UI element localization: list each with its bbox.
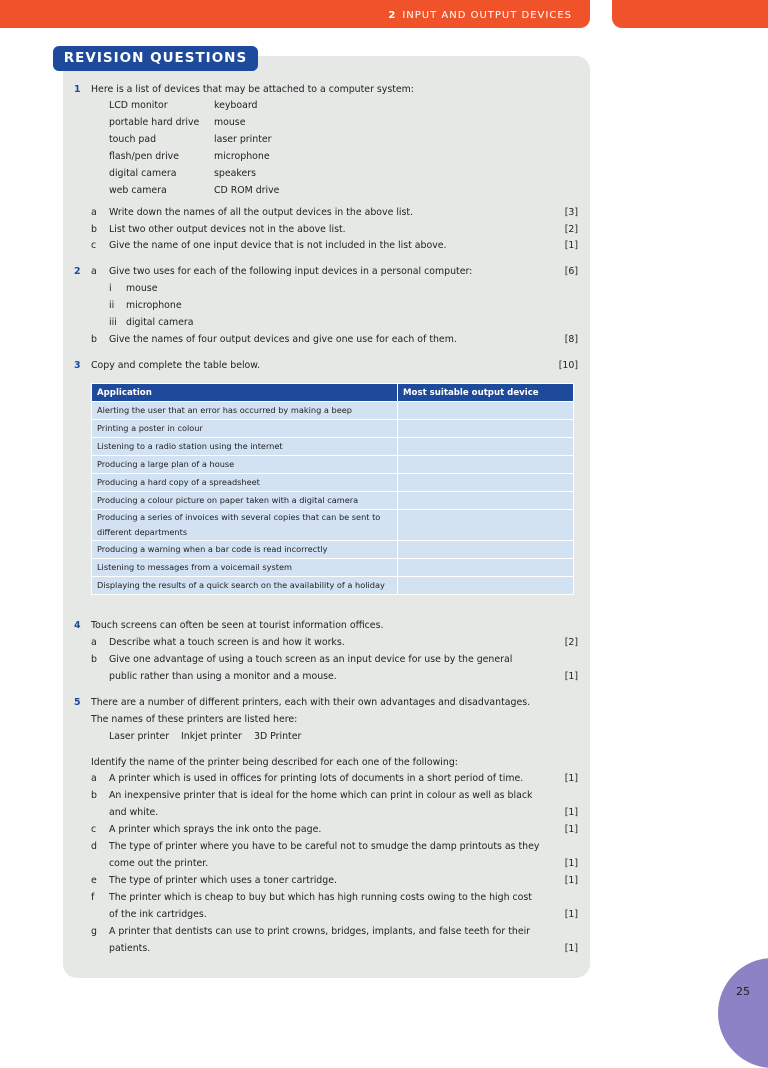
table-row: [92, 456, 574, 474]
answer-cell: [398, 438, 574, 456]
application-cell: Listening to messages from a voicemail system: [92, 559, 398, 577]
application-table: [91, 383, 574, 595]
table-row: [92, 510, 574, 541]
marks: [2]: [564, 637, 578, 648]
answer-cell: [398, 474, 574, 492]
sub-item: microphone: [126, 300, 182, 311]
marks: [1]: [564, 773, 578, 784]
part-text: Describe what a touch screen is and how it works.: [109, 637, 345, 648]
marks: [3]: [564, 207, 578, 218]
part-letter: g: [91, 926, 97, 937]
device-item: keyboard: [214, 100, 258, 111]
marks: [8]: [564, 334, 578, 345]
application-cell: Producing a large plan of a house: [92, 456, 398, 474]
part-text: Give two uses for each of the following input devices in a personal computer:: [109, 266, 473, 277]
marks: [6]: [564, 266, 578, 277]
part-letter: b: [91, 790, 97, 801]
device-item: web camera: [109, 185, 167, 196]
question-number: 2: [74, 266, 81, 277]
marks: [1]: [564, 875, 578, 886]
device-item: CD ROM drive: [214, 185, 280, 196]
marks: [1]: [564, 671, 578, 682]
table-row: [92, 420, 574, 438]
question-text: There are a number of different printers, each with their own advantages and disadvantages.: [91, 697, 531, 708]
table-row: [92, 492, 574, 510]
application-cell: Producing a hard copy of a spreadsheet: [92, 474, 398, 492]
application-cell: Producing a colour picture on paper taken with a digital camera: [92, 492, 398, 510]
question-text: Identify the name of the printer being described for each one of the following:: [91, 757, 458, 768]
marks: [1]: [564, 807, 578, 818]
part-text: A printer which is used in offices for printing lots of documents in a short period of time.: [109, 773, 524, 784]
part-text: Write down the names of all the output devices in the above list.: [109, 207, 414, 218]
part-text: of the ink cartridges.: [109, 909, 207, 920]
part-letter: c: [91, 240, 97, 251]
column-header: Application: [92, 384, 398, 402]
answer-cell: [398, 402, 574, 420]
sub-item: digital camera: [126, 317, 194, 328]
question-text: Here is a list of devices that may be attached to a computer system:: [91, 84, 414, 95]
header-bar-right: [612, 0, 768, 28]
device-item: touch pad: [109, 134, 157, 145]
answer-cell: [398, 420, 574, 438]
application-cell: Listening to a radio station using the internet: [92, 438, 398, 456]
device-item: mouse: [214, 117, 246, 128]
part-text: An inexpensive printer that is ideal for the home which can print in colour as well as black: [109, 790, 533, 801]
part-letter: e: [91, 875, 97, 886]
part-text: patients.: [109, 943, 151, 954]
part-text: public rather than using a monitor and a mouse.: [109, 671, 337, 682]
question-number: 1: [74, 84, 81, 95]
part-letter: a: [91, 266, 97, 277]
column-header: Most suitable output device: [398, 384, 574, 402]
answer-cell: [398, 510, 574, 541]
part-text: The type of printer which uses a toner cartridge.: [109, 875, 337, 886]
sub-letter: iii: [109, 317, 117, 328]
answer-cell: [398, 577, 574, 595]
page-number: 25: [736, 985, 750, 998]
part-letter: d: [91, 841, 97, 852]
marks: [2]: [564, 224, 578, 235]
sub-letter: ii: [109, 300, 115, 311]
question-number: 3: [74, 360, 81, 371]
device-item: microphone: [214, 151, 270, 162]
answer-cell: [398, 492, 574, 510]
answer-cell: [398, 559, 574, 577]
question-text: Touch screens can often be seen at tourist information offices.: [91, 620, 384, 631]
part-text: and white.: [109, 807, 159, 818]
part-text: A printer which sprays the ink onto the page.: [109, 824, 322, 835]
part-text: The printer which is cheap to buy but which has high running costs owing to the high cost: [109, 892, 532, 903]
question-text: Copy and complete the table below.: [91, 360, 261, 371]
part-letter: b: [91, 224, 97, 235]
part-text: Give the names of four output devices and give one use for each of them.: [109, 334, 457, 345]
application-cell: Producing a series of invoices with several copies that can be sent to different departments: [92, 510, 398, 541]
question-number: 5: [74, 697, 81, 708]
question-text: The names of these printers are listed here:: [91, 714, 298, 725]
marks: [1]: [564, 824, 578, 835]
printer-name: 3D Printer: [254, 731, 302, 742]
application-cell: Alerting the user that an error has occurred by making a beep: [92, 402, 398, 420]
question-number: 4: [74, 620, 81, 631]
table-row: [92, 474, 574, 492]
part-text: List two other output devices not in the above list.: [109, 224, 346, 235]
device-item: speakers: [214, 168, 256, 179]
device-item: LCD monitor: [109, 100, 168, 111]
part-text: come out the printer.: [109, 858, 209, 869]
part-letter: a: [91, 207, 97, 218]
marks: [10]: [558, 360, 578, 371]
part-text: Give one advantage of using a touch screen as an input device for use by the general: [109, 654, 513, 665]
page-number-badge: [718, 958, 768, 1068]
table-row: [92, 541, 574, 559]
part-letter: b: [91, 654, 97, 665]
part-text: A printer that dentists can use to print crowns, bridges, implants, and false teeth for their: [109, 926, 531, 937]
part-letter: a: [91, 637, 97, 648]
marks: [1]: [564, 943, 578, 954]
section-title: REVISION QUESTIONS: [53, 46, 258, 71]
marks: [1]: [564, 858, 578, 869]
table-header-row: [92, 384, 574, 402]
application-cell: Printing a poster in colour: [92, 420, 398, 438]
answer-cell: [398, 456, 574, 474]
part-letter: c: [91, 824, 97, 835]
marks: [1]: [564, 909, 578, 920]
device-item: portable hard drive: [109, 117, 200, 128]
application-cell: Displaying the results of a quick search on the availability of a holiday: [92, 577, 398, 595]
table-row: [92, 402, 574, 420]
application-cell: Producing a warning when a bar code is read incorrectly: [92, 541, 398, 559]
part-letter: a: [91, 773, 97, 784]
part-letter: b: [91, 334, 97, 345]
device-item: flash/pen drive: [109, 151, 180, 162]
part-letter: f: [91, 892, 95, 903]
chapter-heading: 2 INPUT AND OUTPUT DEVICES: [388, 10, 572, 21]
sub-letter: i: [109, 283, 112, 294]
part-text: Give the name of one input device that is not included in the list above.: [109, 240, 447, 251]
table-row: [92, 559, 574, 577]
sub-item: mouse: [126, 283, 158, 294]
printer-name: Laser printer: [109, 731, 170, 742]
answer-cell: [398, 541, 574, 559]
device-item: digital camera: [109, 168, 177, 179]
printer-name: Inkjet printer: [181, 731, 242, 742]
part-text: The type of printer where you have to be careful not to smudge the damp printouts as they: [109, 841, 540, 852]
table-row: [92, 577, 574, 595]
table-row: [92, 438, 574, 456]
marks: [1]: [564, 240, 578, 251]
device-item: laser printer: [214, 134, 272, 145]
